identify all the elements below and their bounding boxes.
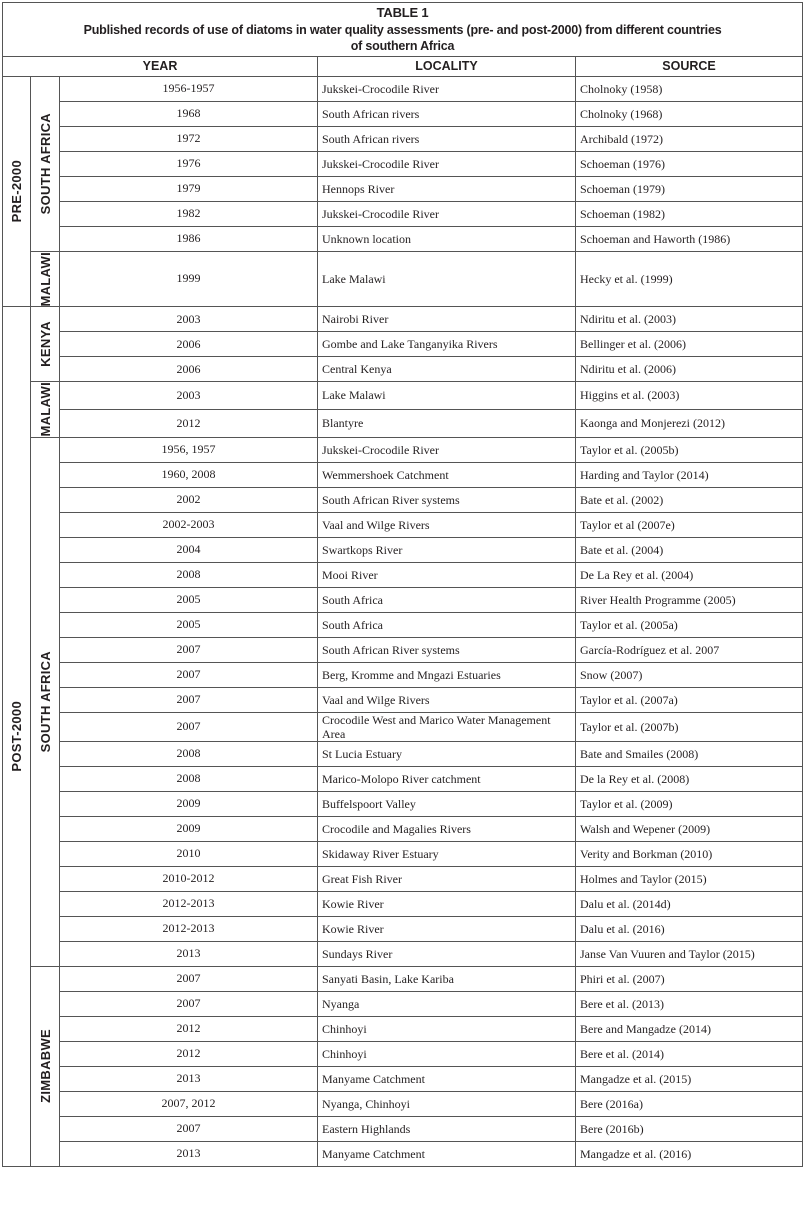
source-cell: Higgins et al. (2003) (576, 382, 803, 410)
locality-cell: Great Fish River (318, 866, 576, 891)
locality-cell: Crocodile West and Marico Water Management Area (318, 712, 576, 741)
year-cell: 2012 (60, 1016, 318, 1041)
table-row (3, 101, 803, 126)
table-row (3, 1141, 803, 1166)
table-caption-line-2: of southern Africa (350, 39, 455, 53)
source-cell: Walsh and Wepener (2009) (576, 816, 803, 841)
year-cell: 2013 (60, 1141, 318, 1166)
country-label: SOUTH AFRICA (37, 650, 53, 753)
locality-cell: Lake Malawi (318, 251, 576, 307)
year-cell: 2009 (60, 816, 318, 841)
period-cell-post (3, 307, 31, 1167)
locality-cell: Gombe and Lake Tanganyika Rivers (318, 332, 576, 357)
table-row (3, 866, 803, 891)
year-cell: 2005 (60, 587, 318, 612)
locality-cell: Nyanga, Chinhoyi (318, 1091, 576, 1116)
table-caption-line-1: Published records of use of diatoms in water quality assessments (pre- and post-2000) from different countries (83, 22, 722, 37)
source-cell: Ndiritu et al. (2006) (576, 357, 803, 382)
locality-cell: South Africa (318, 612, 576, 637)
table-row (3, 637, 803, 662)
table-row (3, 151, 803, 176)
source-cell: Dalu et al. (2016) (576, 916, 803, 941)
source-cell: Archibald (1972) (576, 126, 803, 151)
year-cell: 2009 (60, 791, 318, 816)
table-row (3, 766, 803, 791)
locality-cell: Berg, Kromme and Mngazi Estuaries (318, 662, 576, 687)
source-cell: Bate et al. (2002) (576, 487, 803, 512)
period-label: POST-2000 (9, 700, 24, 772)
year-cell: 2007 (60, 1116, 318, 1141)
table-row (3, 1066, 803, 1091)
table-row (3, 841, 803, 866)
country-label: ZIMBABWE (37, 1029, 53, 1103)
header-source: SOURCE (576, 56, 803, 76)
source-cell: Taylor et al. (2007b) (576, 712, 803, 741)
table-row (3, 791, 803, 816)
year-cell: 2005 (60, 612, 318, 637)
source-cell: Taylor et al. (2005a) (576, 612, 803, 637)
year-cell: 1960, 2008 (60, 462, 318, 487)
table-row (3, 251, 803, 307)
source-cell: Bere et al. (2014) (576, 1041, 803, 1066)
country-cell-kenya (31, 307, 60, 382)
year-cell: 1986 (60, 226, 318, 251)
year-cell: 2013 (60, 941, 318, 966)
table-row (3, 991, 803, 1016)
table-row (3, 662, 803, 687)
table-row (3, 357, 803, 382)
header-row (3, 56, 803, 76)
diatom-records-table (2, 2, 803, 1167)
country-cell-malawi (31, 251, 60, 307)
table-row (3, 201, 803, 226)
locality-cell: Skidaway River Estuary (318, 841, 576, 866)
source-cell: Schoeman and Haworth (1986) (576, 226, 803, 251)
table-row (3, 126, 803, 151)
year-cell: 2002 (60, 487, 318, 512)
source-cell: Snow (2007) (576, 662, 803, 687)
year-cell: 2003 (60, 382, 318, 410)
table-row (3, 176, 803, 201)
table-row (3, 1091, 803, 1116)
source-cell: De la Rey et al. (2008) (576, 766, 803, 791)
source-cell: Schoeman (1982) (576, 201, 803, 226)
locality-cell: Sanyati Basin, Lake Kariba (318, 966, 576, 991)
locality-cell: Kowie River (318, 916, 576, 941)
table-row (3, 1116, 803, 1141)
table-row (3, 741, 803, 766)
source-cell: Mangadze et al. (2015) (576, 1066, 803, 1091)
year-cell: 2004 (60, 537, 318, 562)
period-label: PRE-2000 (9, 160, 24, 223)
locality-cell: St Lucia Estuary (318, 741, 576, 766)
locality-cell: South Africa (318, 587, 576, 612)
locality-cell: Lake Malawi (318, 382, 576, 410)
locality-cell: Kowie River (318, 891, 576, 916)
year-cell: 2012 (60, 1041, 318, 1066)
country-cell-south-africa (31, 437, 60, 966)
country-label: MALAWI (37, 251, 53, 307)
table-row (3, 562, 803, 587)
source-cell: Ndiritu et al. (2003) (576, 307, 803, 332)
table-row (3, 332, 803, 357)
source-cell: Taylor et al (2007e) (576, 512, 803, 537)
source-cell: Bate and Smailes (2008) (576, 741, 803, 766)
locality-cell: Wemmershoek Catchment (318, 462, 576, 487)
locality-cell: Vaal and Wilge Rivers (318, 687, 576, 712)
year-cell: 2006 (60, 332, 318, 357)
locality-cell: South African rivers (318, 101, 576, 126)
locality-cell: Manyame Catchment (318, 1066, 576, 1091)
source-cell: Cholnoky (1968) (576, 101, 803, 126)
source-cell: Mangadze et al. (2016) (576, 1141, 803, 1166)
source-cell: Schoeman (1976) (576, 151, 803, 176)
locality-cell: Hennops River (318, 176, 576, 201)
country-cell-zimbabwe (31, 966, 60, 1166)
locality-cell: Sundays River (318, 941, 576, 966)
year-cell: 2008 (60, 766, 318, 791)
year-cell: 2007 (60, 662, 318, 687)
locality-cell: Chinhoyi (318, 1041, 576, 1066)
table-row (3, 966, 803, 991)
table-row (3, 409, 803, 437)
source-cell: Taylor et al. (2007a) (576, 687, 803, 712)
table-row (3, 226, 803, 251)
year-cell: 2007 (60, 637, 318, 662)
table-row (3, 916, 803, 941)
locality-cell: South African rivers (318, 126, 576, 151)
source-cell: Hecky et al. (1999) (576, 251, 803, 307)
country-label: SOUTH AFRICA (37, 112, 53, 215)
source-cell: Bere (2016a) (576, 1091, 803, 1116)
table-row (3, 891, 803, 916)
year-cell: 2007 (60, 712, 318, 741)
source-cell: Harding and Taylor (2014) (576, 462, 803, 487)
locality-cell: Unknown location (318, 226, 576, 251)
table-row (3, 307, 803, 332)
table-row (3, 382, 803, 410)
locality-cell: Jukskei-Crocodile River (318, 151, 576, 176)
locality-cell: Buffelspoort Valley (318, 791, 576, 816)
source-cell: Bere (2016b) (576, 1116, 803, 1141)
table-row (3, 1041, 803, 1066)
source-cell: Holmes and Taylor (2015) (576, 866, 803, 891)
locality-cell: Eastern Highlands (318, 1116, 576, 1141)
locality-cell: Nairobi River (318, 307, 576, 332)
table-row (3, 587, 803, 612)
source-cell: Dalu et al. (2014d) (576, 891, 803, 916)
table-row (3, 537, 803, 562)
source-cell: Verity and Borkman (2010) (576, 841, 803, 866)
source-cell: Phiri et al. (2007) (576, 966, 803, 991)
table-row (3, 437, 803, 462)
table-row (3, 487, 803, 512)
source-cell: Bellinger et al. (2006) (576, 332, 803, 357)
table-title: TABLE 1 (376, 5, 429, 20)
year-cell: 2006 (60, 357, 318, 382)
locality-cell: Blantyre (318, 409, 576, 437)
year-cell: 1956-1957 (60, 76, 318, 101)
locality-cell: Nyanga (318, 991, 576, 1016)
table-caption (3, 3, 803, 57)
locality-cell: Vaal and Wilge Rivers (318, 512, 576, 537)
table-row (3, 76, 803, 101)
source-cell: Bere et al. (2013) (576, 991, 803, 1016)
year-cell: 2007 (60, 991, 318, 1016)
year-cell: 2007, 2012 (60, 1091, 318, 1116)
locality-cell: Swartkops River (318, 537, 576, 562)
locality-cell: Jukskei-Crocodile River (318, 76, 576, 101)
source-cell: Taylor et al. (2005b) (576, 437, 803, 462)
year-cell: 1956, 1957 (60, 437, 318, 462)
table-row (3, 1016, 803, 1041)
year-cell: 1968 (60, 101, 318, 126)
period-cell-pre (3, 76, 31, 307)
locality-cell: South African River systems (318, 487, 576, 512)
table-row (3, 612, 803, 637)
table-row (3, 941, 803, 966)
locality-cell: Central Kenya (318, 357, 576, 382)
source-cell: Schoeman (1979) (576, 176, 803, 201)
locality-cell: Jukskei-Crocodile River (318, 437, 576, 462)
locality-cell: Chinhoyi (318, 1016, 576, 1041)
year-cell: 2012-2013 (60, 891, 318, 916)
source-cell: García-Rodríguez et al. 2007 (576, 637, 803, 662)
locality-cell: Jukskei-Crocodile River (318, 201, 576, 226)
year-cell: 2007 (60, 687, 318, 712)
year-cell: 2008 (60, 562, 318, 587)
source-cell: Bate et al. (2004) (576, 537, 803, 562)
locality-cell: South African River systems (318, 637, 576, 662)
year-cell: 1982 (60, 201, 318, 226)
year-cell: 2010 (60, 841, 318, 866)
source-cell: Kaonga and Monjerezi (2012) (576, 409, 803, 437)
year-cell: 2002-2003 (60, 512, 318, 537)
table-row (3, 712, 803, 741)
locality-cell: Mooi River (318, 562, 576, 587)
header-year: YEAR (3, 56, 318, 76)
table-row (3, 512, 803, 537)
source-cell: River Health Programme (2005) (576, 587, 803, 612)
year-cell: 2010-2012 (60, 866, 318, 891)
year-cell: 1979 (60, 176, 318, 201)
source-cell: Bere and Mangadze (2014) (576, 1016, 803, 1041)
header-locality: LOCALITY (318, 56, 576, 76)
country-label: MALAWI (37, 382, 53, 437)
year-cell: 1976 (60, 151, 318, 176)
country-cell-south-africa (31, 76, 60, 251)
country-cell-malawi (31, 382, 60, 438)
year-cell: 2008 (60, 741, 318, 766)
year-cell: 2013 (60, 1066, 318, 1091)
locality-cell: Manyame Catchment (318, 1141, 576, 1166)
year-cell: 2012 (60, 409, 318, 437)
year-cell: 2012-2013 (60, 916, 318, 941)
source-cell: Taylor et al. (2009) (576, 791, 803, 816)
locality-cell: Marico-Molopo River catchment (318, 766, 576, 791)
table-row (3, 687, 803, 712)
source-cell: De La Rey et al. (2004) (576, 562, 803, 587)
locality-cell: Crocodile and Magalies Rivers (318, 816, 576, 841)
year-cell: 2007 (60, 966, 318, 991)
table-body (3, 76, 803, 1166)
year-cell: 1999 (60, 251, 318, 307)
year-cell: 2003 (60, 307, 318, 332)
year-cell: 1972 (60, 126, 318, 151)
country-label: KENYA (37, 321, 53, 367)
source-cell: Cholnoky (1958) (576, 76, 803, 101)
table-row (3, 462, 803, 487)
table-row (3, 816, 803, 841)
source-cell: Janse Van Vuuren and Taylor (2015) (576, 941, 803, 966)
